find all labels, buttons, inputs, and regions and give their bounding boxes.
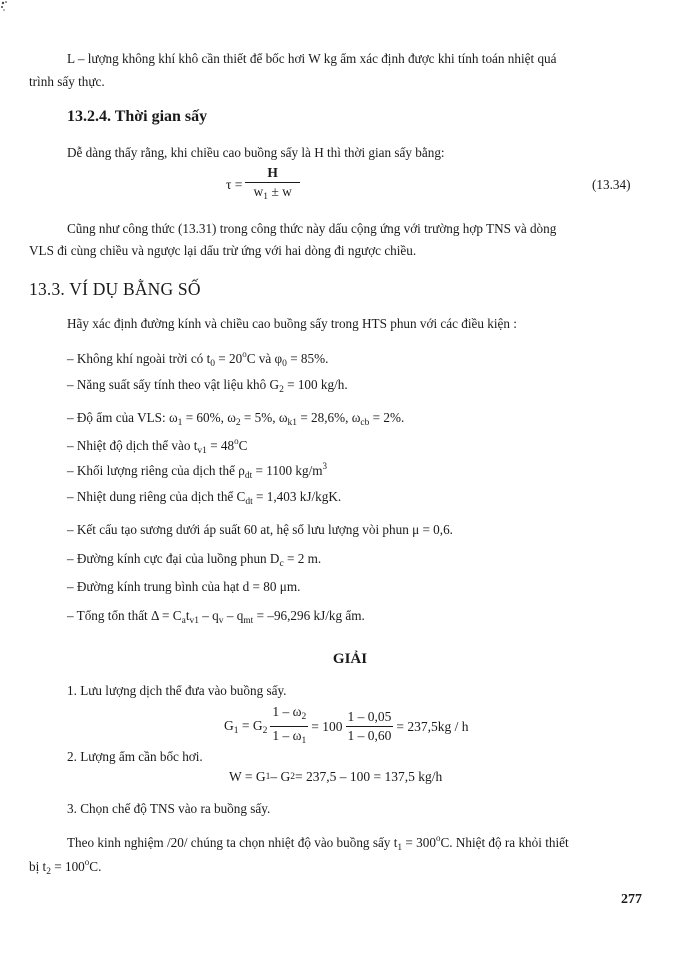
- eq-numerator: H: [245, 165, 300, 183]
- condition-item: – Tổng tổn thất $\Delta = C_at_{v1} - q_v - q_{mt} = -96,296$ kJ/kg ẩm.: [67, 608, 365, 626]
- paragraph-line: Dễ dàng thấy rằng, khi chiều cao buồng sấy là H thì thời gian sấy bằng:: [67, 145, 445, 160]
- paragraph-line: Cũng như công thức (13.31) trong công thức này dấu cộng ứng với trường hợp TNS và dòng: [67, 221, 557, 236]
- condition-item: – Khối lượng riêng của dịch thể $\rho_{dt} = 1100$ $kg/m^3$: [67, 461, 328, 481]
- condition-item: – Nhiệt dung riêng của dịch thể $C_{dt} = 1,403$ kJ/kgK.: [67, 489, 342, 507]
- condition-item: – Nhiệt độ dịch thể vào $t_{v1} = 48^oC$: [67, 436, 248, 456]
- paragraph-line: bị $t_2 = 100^oC$.: [29, 857, 102, 877]
- paragraph-line: trình sấy thực.: [29, 74, 105, 89]
- subsection-title: 13.2.4. Thời gian sấy: [67, 108, 208, 125]
- paragraph-line: VLS đi cùng chiều và ngược lại dấu trừ ứng với hai dòng đi ngược chiều.: [29, 243, 417, 258]
- fraction: $\frac{1 - 0,05}{1 - 0,60}$: [347, 709, 392, 743]
- equation-number: (13.34): [592, 177, 631, 192]
- condition-item: – Đường kính trung bình của hạt d = 80 μm.: [67, 579, 301, 594]
- fraction: [245, 165, 300, 205]
- page-number: 277: [621, 892, 642, 907]
- equation-13-34: [226, 165, 303, 205]
- eq-denominator: $w_1 \pm w$: [253, 184, 292, 202]
- solution-step-title: 2. Lượng ẩm cần bốc hơi.: [67, 749, 203, 764]
- paragraph-line: Hãy xác định đường kính và chiều cao buồng sấy trong HTS phun với các điều kiện :: [67, 316, 517, 331]
- solution-step-title: 1. Lưu lượng dịch thể đưa vào buồng sấy.: [67, 683, 287, 698]
- scan-artifact-icon: [0, 0, 14, 14]
- paragraph-line: L – lượng không khí khô cần thiết để bốc hơi W kg ẩm xác định được khi tính toán nhiệt quá: [67, 51, 557, 66]
- condition-item: – Năng suất sấy tính theo vật liệu khô $G_2 = 100$ kg/h.: [67, 377, 348, 395]
- equation-w: W = G 1 – G 2 = 237,5 – 100 = 137,5 kg/h: [229, 769, 443, 784]
- fraction: $\frac{1 - \omega_2}{1 - \omega_1}$: [272, 704, 307, 746]
- eq-lhs: τ =: [226, 177, 243, 192]
- solution-step-title: 3. Chọn chế độ TNS vào ra buồng sấy.: [67, 801, 271, 816]
- condition-item: – Độ ẩm của VLS: $\omega_1 = 60\%$, $\omega_2 = 5\%$, $\omega_{k1} = 28,6\%$, $\omega_{cb} = 2\%$.: [67, 410, 405, 428]
- condition-item: – Không khí ngoài trời có $t_0 = 20^oC$ và $\varphi_0 = 85\%$.: [67, 349, 329, 369]
- paragraph-line: Theo kinh nghiệm /20/ chúng ta chọn nhiệt độ vào buồng sấy $t_1 = 300^oC$. Nhiệt độ ra khỏi thiết: [67, 833, 569, 853]
- section-title: 13.3. VÍ DỤ BẰNG SỐ: [29, 279, 201, 299]
- solution-heading: GIẢI: [332, 651, 368, 667]
- condition-item: – Kết cấu tạo sương dưới áp suất 60 at, hệ số lưu lượng vòi phun μ = 0,6.: [67, 522, 453, 537]
- condition-item: – Đường kính cực đại của luồng phun $D_c = 2$ m.: [67, 551, 322, 569]
- equation-g1: $G_1 = G_2$ $\frac{1 - \omega_2}{1 - \omega_1}$ = 100 $\frac{1 - 0,05}{1 - 0,60}$ = 237,5kg / h: [224, 704, 469, 749]
